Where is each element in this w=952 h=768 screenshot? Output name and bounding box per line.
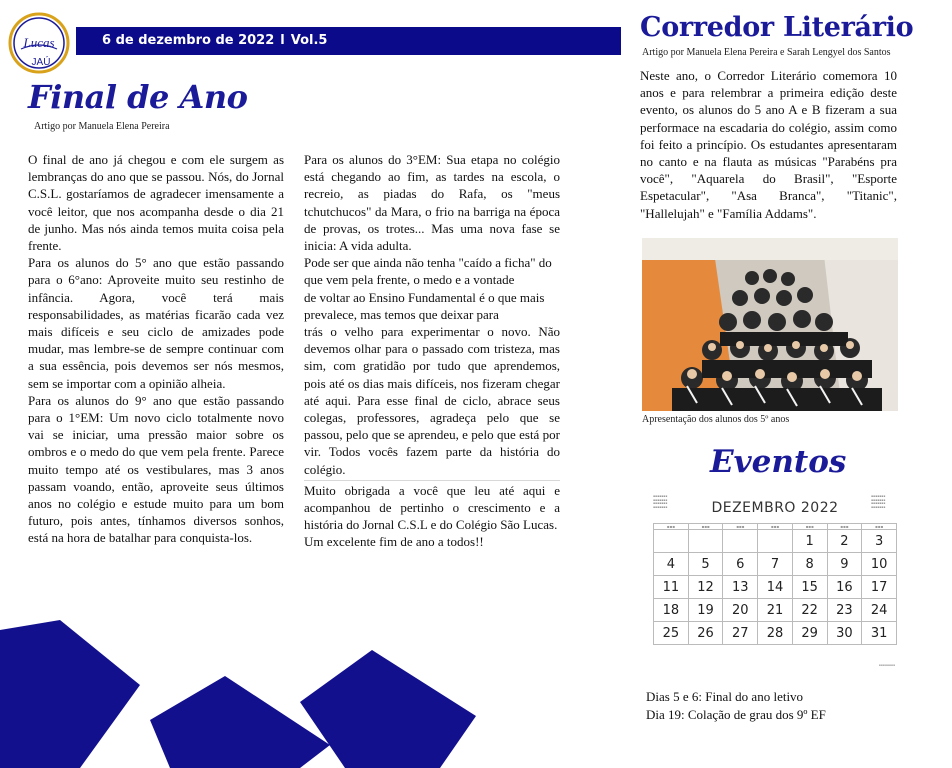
day-cell: 27 <box>723 622 758 645</box>
main-article-column-1 <box>28 151 284 547</box>
day-cell: 5 <box>688 553 723 576</box>
weekday-cell: ▪▪▪ <box>792 524 827 530</box>
day-cell <box>654 530 689 553</box>
events-list <box>646 688 826 724</box>
day-cell: 28 <box>758 622 793 645</box>
logo-text-bottom: JAÚ <box>31 57 51 68</box>
day-cell: 25 <box>654 622 689 645</box>
diamond-shape <box>300 650 476 768</box>
event-item: Dia 19: Colação de grau dos 9º EF <box>646 707 826 722</box>
day-cell: 9 <box>827 553 862 576</box>
side-article-text: Neste ano, o Corredor Literário comemora 10 anos e para relembrar a primeira edição deste evento, os alunos do 5 ano A e B fizeram a sua performace na escadaria do colégio, assim como foi feito a princípio. Os estudantes apresentaram no canto e na flauta as músicas "Parabéns pra você", "Aquarela do Brasil", "Esporte Espetacular", "Asa Branca", "Titanic", "Hallelujah" e "Família Addams". <box>640 68 897 221</box>
weekday-cell: ▪▪▪ <box>654 524 689 530</box>
weekday-cell: ▪▪▪ <box>688 524 723 530</box>
calendar <box>651 493 899 669</box>
day-cell <box>758 530 793 553</box>
day-cell: 10 <box>862 553 897 576</box>
students-photo <box>642 238 898 411</box>
header-bar <box>76 27 621 55</box>
day-cell: 23 <box>827 599 862 622</box>
weekday-cell: ▪▪▪ <box>758 524 793 530</box>
day-cell: 13 <box>723 576 758 599</box>
issue-volume: Vol.5 <box>290 33 328 48</box>
paragraph-closing: Um excelente fim de ano a todos!! <box>304 534 484 550</box>
day-cell: 14 <box>758 576 793 599</box>
day-cell: 21 <box>758 599 793 622</box>
day-cell: 24 <box>862 599 897 622</box>
main-article-column-2 <box>304 151 560 551</box>
calendar-week <box>654 530 897 553</box>
day-cell: 26 <box>688 622 723 645</box>
day-cell: 17 <box>862 576 897 599</box>
diamond-shape <box>0 620 140 768</box>
day-cell: 16 <box>827 576 862 599</box>
day-cell: 29 <box>792 622 827 645</box>
calendar-grid <box>653 523 897 645</box>
day-cell: 2 <box>827 530 862 553</box>
day-cell: 19 <box>688 599 723 622</box>
day-cell: 4 <box>654 553 689 576</box>
calendar-week <box>654 622 897 645</box>
event-item: Dias 5 e 6: Final do ano letivo <box>646 689 804 704</box>
weekday-cell: ▪▪▪ <box>723 524 758 530</box>
calendar-title: DEZEMBRO 2022 <box>711 500 839 516</box>
day-cell: 3 <box>862 530 897 553</box>
day-cell <box>688 530 723 553</box>
header-separator: l <box>280 33 285 48</box>
main-article-title: Final de Ano <box>28 78 248 116</box>
photo-caption: Apresentação dos alunos dos 5º anos <box>642 414 790 425</box>
day-cell: 20 <box>723 599 758 622</box>
day-cell: 7 <box>758 553 793 576</box>
weekday-cell: ▪▪▪ <box>862 524 897 530</box>
paragraph-3rd-em: Para os alunos do 3°EM: Sua etapa no colégio está chegando ao fim, as tardes na escola, o recreio, as piadas do Rafa, os "meus tchutchucos" da Mara, o frio na barriga na época de provas, os trotes... Mas uma nova fase se inicia: A vida adulta. <box>304 152 560 254</box>
paragraph-intro: O final de ano já chegou e com ele surgem as lembranças do ano que se passou. Nós, do Jornal C.S.L. gostaríamos de agradecer imensamente a você leitor, que nos acompanha desde o dia 21 de junho. Mas nós ainda temos muita coisa pela frente. <box>28 152 284 254</box>
diamond-shape <box>150 676 330 768</box>
paragraph-reflection-a: Pode ser que ainda não tenha "caído a ficha" do que vem pela frente, o medo e a vontade <box>304 255 552 288</box>
day-cell: 11 <box>654 576 689 599</box>
side-article-title: Corredor Literário <box>640 12 914 43</box>
weekday-cell: ▪▪▪ <box>827 524 862 530</box>
calendar-footer-mark: ▪▪▪▪▪▪▪▪ <box>878 663 895 667</box>
paragraph-9th-grade: Para os alunos do 9° ano que estão passando para o 1°EM: Um novo ciclo totalmente novo vai se iniciar, uma pressão maior sobre os ombros e o medo do que vem pela frente. Parece muito tempo até os vestibulares, mas 3 anos passam voando, então, aproveite seus últimos anos no colégio e estude muito para um bom futuro, pois antes, tínhamos diversos sonhos, está na hora de batalhar para conquista-los. <box>28 392 284 546</box>
issue-date: 6 de dezembro de 2022 <box>102 33 275 48</box>
main-article-byline: Artigo por Manuela Elena Pereira <box>34 121 170 132</box>
mini-calendar-next: ▪▪▪▪▪▪▪ ▪▪▪▪▪▪▪ ▪▪▪▪▪▪▪ ▪▪▪▪▪▪▪ <box>871 494 886 509</box>
events-title: Eventos <box>710 444 847 480</box>
calendar-week <box>654 599 897 622</box>
day-cell: 6 <box>723 553 758 576</box>
day-cell <box>723 530 758 553</box>
side-article-body <box>640 67 897 222</box>
day-cell: 31 <box>862 622 897 645</box>
day-cell: 30 <box>827 622 862 645</box>
day-cell: 22 <box>792 599 827 622</box>
calendar-week <box>654 576 897 599</box>
paragraph-thanks: Muito obrigada a você que leu até aqui e acompanhou de pertinho o crescimento e a história do Jornal C.S.L e do Colégio São Lucas. <box>304 480 560 534</box>
paragraph-reflection-c: trás o velho para experimentar o novo. Não devemos olhar para o passado com tristeza, mas sim, com gratidão por tudo que aprendemos, pois até os dias mais difíceis, nos fizeram chegar até aqui. Para esse final de ciclo, abrace seus colegas, professores, agradeça pelo que se passou, pelo que se aprendeu, e pelo que está por vir. Todos vocês fazem parte da história do colégio. <box>304 324 560 477</box>
paragraph-5th-grade: Para os alunos do 5° ano que estão passando para o 6°ano: Aproveite muito seu restinho de infância. Agora, você terá mais responsabilidades, as matérias ficarão cada vez mais difíceis e seu ciclo de amizades pode mudar, mas lembre-se de sempre continuar com a sua essência, pois devemos ser nós mesmos, sem se importar com a opinião alheia. <box>28 255 284 391</box>
calendar-week <box>654 553 897 576</box>
day-cell: 8 <box>792 553 827 576</box>
day-cell: 1 <box>792 530 827 553</box>
logo-text-top: Lucas <box>23 35 55 50</box>
mini-calendar-prev: ▪▪▪▪▪▪▪ ▪▪▪▪▪▪▪ ▪▪▪▪▪▪▪ ▪▪▪▪▪▪▪ <box>653 494 668 509</box>
day-cell: 15 <box>792 576 827 599</box>
side-article-byline: Artigo por Manuela Elena Pereira e Sarah Lengyel dos Santos <box>642 47 891 58</box>
school-logo <box>7 11 71 75</box>
paragraph-reflection-b: de voltar ao Ensino Fundamental é o que mais prevalece, mas temos que deixar para <box>304 289 545 322</box>
day-cell: 12 <box>688 576 723 599</box>
day-cell: 18 <box>654 599 689 622</box>
decorative-diamonds <box>0 610 500 768</box>
